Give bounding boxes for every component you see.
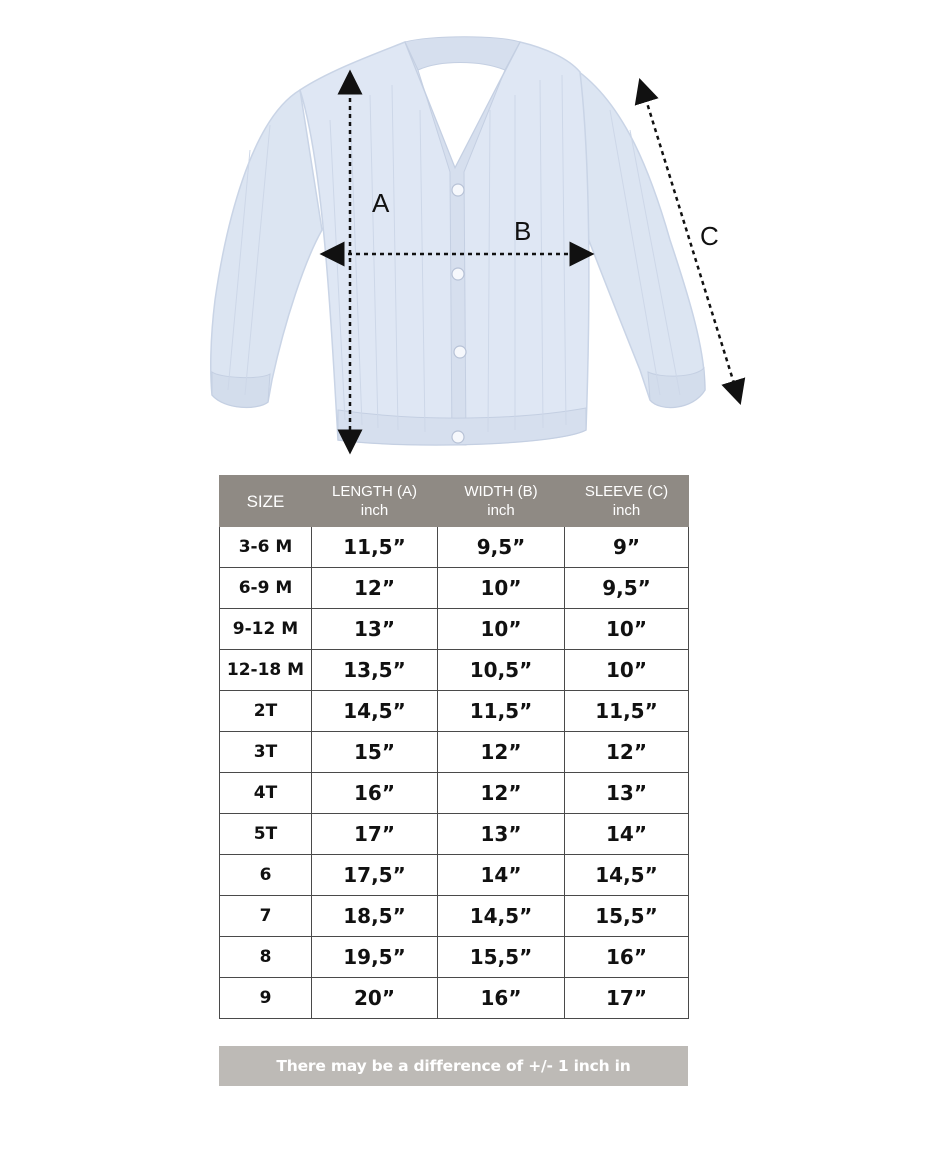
table-row xyxy=(220,691,689,732)
table-row xyxy=(220,609,689,650)
sleeve-cell: 14” xyxy=(565,814,689,855)
header-label: SIZE xyxy=(246,491,285,511)
width-cell: 14,5” xyxy=(438,896,565,937)
sleeve-cell: 16” xyxy=(565,937,689,978)
left-cuff xyxy=(212,372,270,407)
sleeve-cell: 14,5” xyxy=(565,855,689,896)
table-row xyxy=(220,650,689,691)
header-row xyxy=(220,476,689,527)
size-cell: 6 xyxy=(220,855,312,896)
width-cell: 10,5” xyxy=(438,650,565,691)
sleeve-cell: 13” xyxy=(565,773,689,814)
header-unit: inch xyxy=(612,502,641,519)
width-cell: 13” xyxy=(438,814,565,855)
sleeve-cell: 12” xyxy=(565,732,689,773)
size-header xyxy=(220,476,312,527)
size-cell: 3T xyxy=(220,732,312,773)
width-cell: 12” xyxy=(438,732,565,773)
length-cell: 14,5” xyxy=(312,691,438,732)
header-label: LENGTH (A) xyxy=(331,483,417,500)
size-chart-header xyxy=(220,476,689,527)
left-sleeve xyxy=(211,90,322,407)
sleeve-cell: 15,5” xyxy=(565,896,689,937)
size-cell: 2T xyxy=(220,691,312,732)
table-row xyxy=(220,732,689,773)
length-header xyxy=(312,476,438,527)
length-cell: 11,5” xyxy=(312,527,438,568)
size-cell: 3-6 M xyxy=(220,527,312,568)
size-cell: 9 xyxy=(220,978,312,1019)
table-row xyxy=(220,773,689,814)
width-cell: 10” xyxy=(438,568,565,609)
width-header xyxy=(438,476,565,527)
width-cell: 11,5” xyxy=(438,691,565,732)
header-unit: inch xyxy=(487,502,515,519)
width-cell: 9,5” xyxy=(438,527,565,568)
size-cell: 6-9 M xyxy=(220,568,312,609)
header-label: WIDTH (B) xyxy=(464,483,538,500)
table-row xyxy=(220,978,689,1019)
sleeve-cell: 9,5” xyxy=(565,568,689,609)
table-row xyxy=(220,814,689,855)
length-cell: 17,5” xyxy=(312,855,438,896)
length-cell: 13,5” xyxy=(312,650,438,691)
width-cell: 12” xyxy=(438,773,565,814)
width-cell: 15,5” xyxy=(438,937,565,978)
length-cell: 18,5” xyxy=(312,896,438,937)
table-row xyxy=(220,855,689,896)
header-label: SLEEVE (C) xyxy=(584,483,669,500)
width-cell: 10” xyxy=(438,609,565,650)
sleeve-cell: 10” xyxy=(565,650,689,691)
sleeve-cell: 10” xyxy=(565,609,689,650)
table-row xyxy=(220,937,689,978)
header-unit: inch xyxy=(360,502,389,519)
length-cell: 15” xyxy=(312,732,438,773)
size-cell: 9-12 M xyxy=(220,609,312,650)
size-cell: 7 xyxy=(220,896,312,937)
table-row xyxy=(220,568,689,609)
cardigan-illustration xyxy=(0,0,925,470)
sleeve-cell: 11,5” xyxy=(565,691,689,732)
length-cell: 19,5” xyxy=(312,937,438,978)
sleeve-cell: 9” xyxy=(565,527,689,568)
label-a: A xyxy=(372,188,390,218)
length-cell: 16” xyxy=(312,773,438,814)
sleeve-header xyxy=(565,476,689,527)
size-chart-body xyxy=(220,527,689,1019)
length-cell: 12” xyxy=(312,568,438,609)
length-cell: 13” xyxy=(312,609,438,650)
table-row xyxy=(220,896,689,937)
measurement-note: There may be a difference of +/- 1 inch in measurements xyxy=(219,1046,688,1086)
label-c: C xyxy=(700,221,719,251)
length-cell: 17” xyxy=(312,814,438,855)
cardigan-collar xyxy=(405,37,520,70)
table-row xyxy=(220,527,689,568)
size-cell: 4T xyxy=(220,773,312,814)
length-cell: 20” xyxy=(312,978,438,1019)
width-cell: 16” xyxy=(438,978,565,1019)
size-cell: 12-18 M xyxy=(220,650,312,691)
size-cell: 5T xyxy=(220,814,312,855)
size-cell: 8 xyxy=(220,937,312,978)
sleeve-cell: 17” xyxy=(565,978,689,1019)
width-cell: 14” xyxy=(438,855,565,896)
label-b: B xyxy=(514,216,532,246)
size-chart-table xyxy=(219,475,689,1019)
